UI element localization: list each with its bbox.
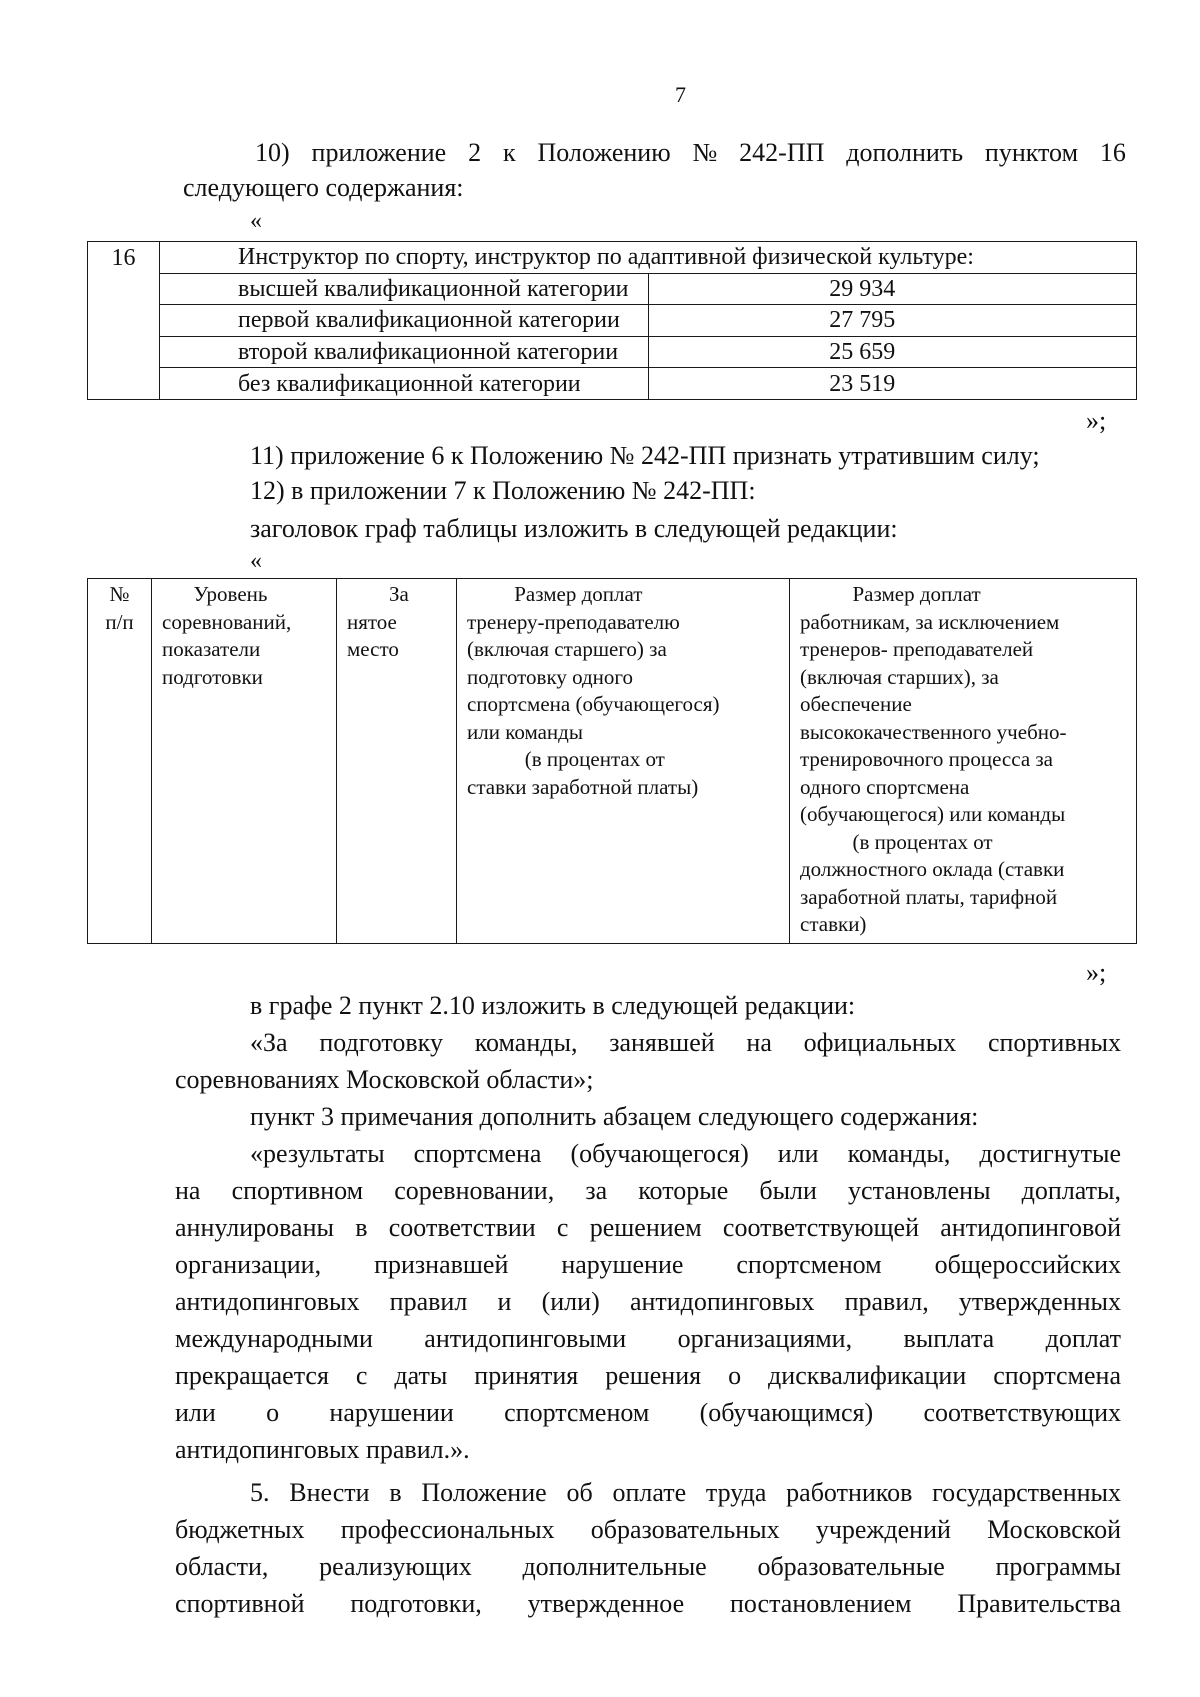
quote-team-line1: «За подготовку команды, занявшей на официальных спортивных [250, 1028, 1121, 1057]
col-number-header: № п/п [88, 579, 152, 944]
table-row [88, 305, 1137, 337]
word: Положению [537, 138, 671, 167]
quote-results-line: или о нарушении спортсменом (обучающимся) соответствующих [175, 1398, 1121, 1427]
col-staff-bonus-header: Размер доплат работникам, за исключением тренеров- преподавателей (включая старших), за обеспечение высококачественного учебно- тренировочного процесса за одного спортсмена (обучающегося) или команды (в процентах от должностного оклада (ставки заработной платы, тарифной ставки) [790, 579, 1137, 944]
col-level-header: Уровень соревнований, показатели подготовки [152, 579, 337, 944]
table-row [88, 242, 1137, 274]
quote-results-line: организации, признавшей нарушение спортсменом общероссийских [175, 1250, 1121, 1279]
item-10-line1 [255, 138, 1126, 168]
category-label: второй квалификационной категории [160, 336, 649, 368]
category-value: 23 519 [648, 368, 1137, 400]
item-10-number: 10) [255, 138, 290, 167]
point5-line: бюджетных профессиональных образовательных учреждений Московской [175, 1515, 1121, 1544]
quote-results-line: международными антидопинговыми организациями, выплата доплат [175, 1324, 1121, 1353]
col-place-header: За нятое место [337, 579, 457, 944]
table-header: Инструктор по спорту, инструктор по адаптивной физической культуре: [160, 242, 1137, 274]
header-instruction: заголовок граф таблицы изложить в следующей редакции: [250, 514, 898, 543]
word: 242-ПП [739, 138, 825, 167]
close-quote-1: »; [1086, 406, 1107, 435]
open-quote-1: « [250, 208, 262, 234]
item-11: 11) приложение 6 к Положению № 242-ПП признать утратившим силу; [250, 441, 1040, 470]
word: дополнить [846, 138, 964, 167]
quote-results-line: на спортивном соревновании, за которые были установлены доплаты, [175, 1176, 1121, 1205]
quote-team-line2: соревнованиях Московской области»; [175, 1065, 594, 1094]
category-label: без квалификационной категории [160, 368, 649, 400]
close-quote-2: »; [1086, 958, 1107, 987]
col-coach-bonus-header: Размер доплат тренеру-преподавателю (включая старшего) за подготовку одного спортсмена (обучающегося) или команды (в процентах от ставки заработной платы) [457, 579, 790, 944]
row-number: 16 [88, 242, 160, 400]
table-row [88, 368, 1137, 400]
quote-results-line: прекращается с даты принятия решения о дисквалификации спортсмена [175, 1361, 1121, 1390]
category-label: первой квалификационной категории [160, 305, 649, 337]
category-label: высшей квалификационной категории [160, 273, 649, 305]
page-number: 7 [675, 82, 686, 107]
word: 2 [468, 138, 482, 167]
category-value: 25 659 [648, 336, 1137, 368]
table-row [88, 273, 1137, 305]
column-header-table [87, 578, 1137, 944]
table-row [88, 336, 1137, 368]
item-12: 12) в приложении 7 к Положению № 242-ПП: [250, 476, 756, 505]
word: № [692, 138, 718, 167]
paragraph-note3: пункт 3 примечания дополнить абзацем следующего содержания: [250, 1102, 979, 1131]
quote-results-last-line: антидопинговых правил.». [175, 1435, 470, 1464]
point5-line: 5. Внести в Положение об оплате труда работников государственных [250, 1478, 1121, 1507]
quote-results-line: «результаты спортсмена (обучающегося) или команды, достигнутые [250, 1139, 1121, 1168]
point5-line: спортивной подготовки, утвержденное постановлением Правительства [175, 1589, 1121, 1618]
category-value: 27 795 [648, 305, 1137, 337]
word: 16 [1099, 138, 1126, 167]
quote-results-line: аннулированы в соответствии с решением соответствующей антидопинговой [175, 1213, 1121, 1242]
salary-table [87, 241, 1137, 400]
item-10-line2: следующего содержания: [183, 173, 464, 202]
open-quote-2: « [250, 548, 262, 574]
paragraph-graph2: в графе 2 пункт 2.10 изложить в следующей редакции: [250, 991, 856, 1020]
table-row [88, 579, 1137, 944]
category-value: 29 934 [648, 273, 1137, 305]
quote-results-line: антидопинговых правил и (или) антидопинговых правил, утвержденных [175, 1287, 1121, 1316]
word: пунктом [984, 138, 1079, 167]
word: приложение [311, 138, 447, 167]
word: к [502, 138, 516, 167]
point5-line: области, реализующих дополнительные образовательные программы [175, 1552, 1121, 1581]
